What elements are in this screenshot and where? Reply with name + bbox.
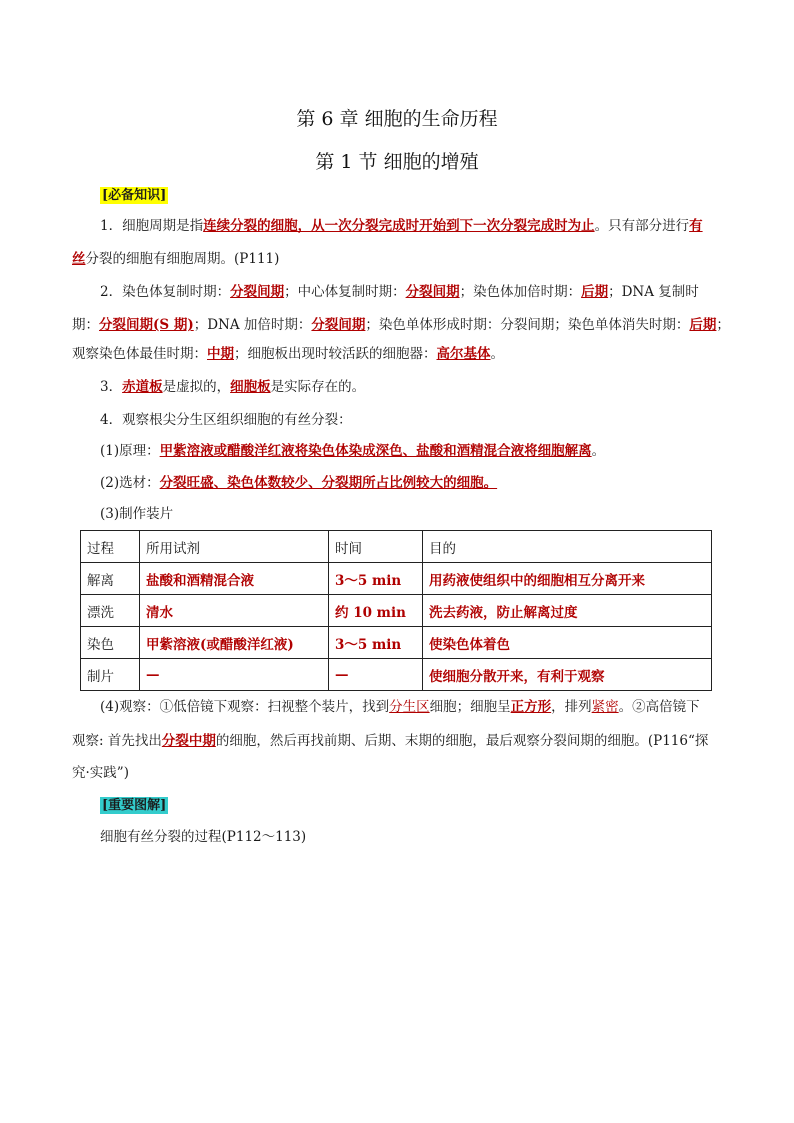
table-cell: 甲紫溶液(或醋酸洋红液) xyxy=(140,627,329,659)
answer: 中期 xyxy=(207,346,234,362)
text: 观察: 首先找出 xyxy=(72,733,162,749)
text: 2．染色体复制时期： xyxy=(100,284,231,300)
paragraph-principle xyxy=(100,441,722,461)
text: (2)选材： xyxy=(100,475,160,491)
text: 期： xyxy=(72,317,99,333)
paragraph-mitosis-process: 细胞有丝分裂的过程(P112～113) xyxy=(100,829,307,845)
procedure-table xyxy=(80,530,712,691)
paragraph-1-line-1 xyxy=(100,216,722,236)
paragraph-4: 4．观察根尖分生区组织细胞的有丝分裂： xyxy=(100,412,352,428)
answer: 后期 xyxy=(581,284,609,300)
text: 。 xyxy=(490,346,504,362)
answer: 分裂间期 xyxy=(311,317,366,333)
text: ；染色体加倍时期： xyxy=(459,284,582,300)
text: 。②高倍镜下 xyxy=(618,699,700,715)
table-cell: — xyxy=(329,659,423,691)
table-cell: — xyxy=(140,659,329,691)
answer: 正方形 xyxy=(510,699,552,715)
text: 的细胞，然后再找前期、后期、末期的细胞，最后观察分裂间期的细胞。(P116“探 xyxy=(215,733,709,749)
table-cell: 3～5 min xyxy=(329,627,423,659)
text: 3． xyxy=(100,379,123,395)
text: 1．细胞周期是指 xyxy=(100,218,204,234)
table-cell: 使细胞分散开来，有利于观察 xyxy=(423,659,712,691)
paragraph-slide-prep: (3)制作装片 xyxy=(100,506,174,522)
text: 是实际存在的。 xyxy=(270,379,366,395)
answer: 有 xyxy=(689,218,703,234)
answer: 甲紫溶液或醋酸洋红液将染色体染成深色、盐酸和酒精混合液将细胞解离 xyxy=(159,443,592,459)
table-row xyxy=(81,563,712,595)
text: 细胞；细胞呈 xyxy=(429,699,511,715)
text: ，排列 xyxy=(551,699,592,715)
text: (4)观察：①低倍镜下观察：扫视整个装片，找到 xyxy=(100,699,390,715)
paragraph-observe-line-2 xyxy=(72,731,722,751)
table-header: 所用试剂 xyxy=(140,531,329,563)
answer: 分裂旺盛、染色体数较少、分裂期所占比例较大的细胞。 xyxy=(159,475,498,491)
answer: 分裂中期 xyxy=(161,733,216,749)
answer: 高尔基体 xyxy=(436,346,491,362)
paragraph-2-line-3 xyxy=(72,344,722,364)
table-cell: 染色 xyxy=(81,627,140,659)
text: 分裂的细胞有细胞周期。(P111) xyxy=(85,251,280,267)
table-row xyxy=(81,595,712,627)
text: 。 xyxy=(591,443,606,459)
text: ；中心体复制时期： xyxy=(284,284,406,300)
table-cell: 使染色体着色 xyxy=(423,627,712,659)
table-cell: 制片 xyxy=(81,659,140,691)
table-cell: 漂洗 xyxy=(81,595,140,627)
table-header: 过程 xyxy=(81,531,140,563)
table-header-row xyxy=(81,531,712,563)
text: (1)原理： xyxy=(100,443,160,459)
table-row xyxy=(81,659,712,691)
section-title: 第 1 节 细胞的增殖 xyxy=(315,151,479,173)
table-cell: 用药液使组织中的细胞相互分离开来 xyxy=(423,563,712,595)
answer: 后期 xyxy=(689,317,717,333)
text: 是虚拟的， xyxy=(162,379,231,395)
paragraph-observe-line-3 xyxy=(72,763,722,783)
text: ；DNA 加倍时期： xyxy=(193,317,312,333)
table-row xyxy=(81,627,712,659)
text: ；染色单体形成时期：分裂间期；染色单体消失时期： xyxy=(365,317,690,333)
paragraph-1-line-2 xyxy=(72,249,722,269)
text: 。只有部分进行 xyxy=(594,218,690,234)
table-cell: 3～5 min xyxy=(329,563,423,595)
diagram-tag-line xyxy=(100,795,722,815)
paragraph-material xyxy=(100,473,722,493)
answer: 分裂间期 xyxy=(230,284,285,300)
text: ；细胞板出现时较活跃的细胞器： xyxy=(234,346,437,362)
text: ； xyxy=(716,317,730,333)
answer: 赤道板 xyxy=(122,379,163,395)
table-cell: 洗去药液，防止解离过度 xyxy=(423,595,712,627)
paragraph-observe-line-1 xyxy=(100,697,722,717)
knowledge-tag-line xyxy=(100,185,722,205)
paragraph-3 xyxy=(100,377,722,397)
text: ；DNA 复制时 xyxy=(608,284,699,300)
table-cell: 解离 xyxy=(81,563,140,595)
text: 观察染色体最佳时期： xyxy=(72,346,207,362)
table-cell: 清水 xyxy=(140,595,329,627)
table-cell: 盐酸和酒精混合液 xyxy=(140,563,329,595)
text: 究·实践”) xyxy=(72,765,129,781)
answer: 丝 xyxy=(72,251,86,267)
answer: 分裂间期(S 期) xyxy=(99,317,194,333)
answer: 紧密 xyxy=(591,699,619,715)
table-header: 时间 xyxy=(329,531,423,563)
answer: 分生区 xyxy=(389,699,430,715)
knowledge-tag: [必备知识] xyxy=(102,188,167,203)
chapter-title: 第 6 章 细胞的生命历程 xyxy=(296,108,498,130)
answer: 分裂间期 xyxy=(405,284,460,300)
table-cell: 约 10 min xyxy=(329,595,423,627)
paragraph-2-line-1 xyxy=(100,282,722,302)
answer: 连续分裂的细胞，从一次分裂完成时开始到下一次分裂完成时为止 xyxy=(203,218,595,234)
paragraph-2-line-2 xyxy=(72,315,730,335)
table-header: 目的 xyxy=(423,531,712,563)
diagram-tag: [重要图解] xyxy=(102,798,167,813)
answer: 细胞板 xyxy=(230,379,271,395)
